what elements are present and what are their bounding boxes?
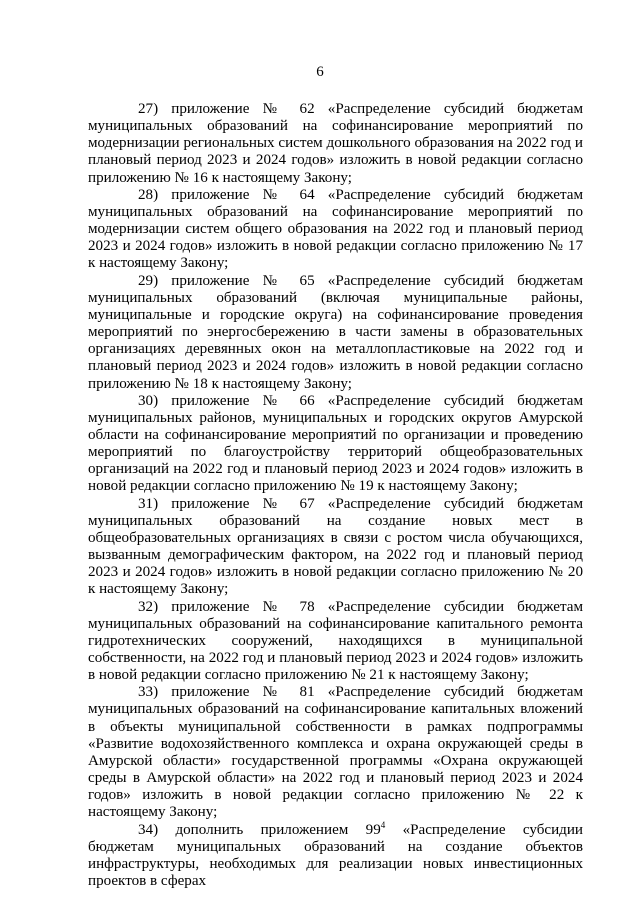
paragraph-34-rest: «Распределение субсидии бюджетам муниципальных образований на создание объектов инфраструктуры, необходимых для реализации новых инвестиционных проектов в сферах — [88, 821, 583, 890]
paragraph-item-33: 33) приложение № 81 «Распределение субсидий бюджетам муниципальных образований на софинансирование капитальных вложений в объекты муниципальной собственности в рамках подпрограммы «Развитие водохозяйственного комплекса и охрана окружающей среды в Амурской области» государственной программы «Охрана окружающей среды в Амурской области» на 2022 год и плановый период 2023 и 2024 годов» изложить в новой редакции согласно приложению № 22 к настоящему Закону; — [88, 684, 583, 821]
paragraph-item-34 — [88, 819, 583, 891]
page-number: 6 — [316, 64, 324, 80]
paragraph-item-30: 30) приложение № 66 «Распределение субсидий бюджетам муниципальных районов, муниципальных и городских округов Амурской области на софинансирование мероприятий по организации и проведению мероприятий по благоустройству территорий общеобразовательных организаций на 2022 год и плановый период 2023 и 2024 годов» изложить в новой редакции согласно приложению № 19 к настоящему Закону; — [88, 392, 583, 495]
appendix-superscript: 4 — [380, 819, 386, 830]
paragraph-item-32: 32) приложение № 78 «Распределение субсидии бюджетам муниципальных образований на софинансирование капитального ремонта гидротехнических сооружений, находящихся в муниципальной собственности, на 2022 год и плановый период 2023 и 2024 годов» изложить в новой редакции согласно приложению № 21 к настоящему Закону; — [88, 598, 583, 684]
document-body — [88, 101, 583, 890]
paragraph-item-29: 29) приложение № 65 «Распределение субсидий бюджетам муниципальных образований (включая муниципальные районы, муниципальные и городские округа) на софинансирование проведения мероприятий по энергосбережению в части замены в образовательных организациях деревянных окон на металлопластиковые на 2022 год и плановый период 2023 и 2024 годов» изложить в новой редакции согласно приложению № 18 к настоящему Закону; — [88, 272, 583, 392]
paragraph-item-28: 28) приложение № 64 «Распределение субсидий бюджетам муниципальных образований на софинансирование мероприятий по модернизации систем общего образования на 2022 год и плановый период 2023 и 2024 годов» изложить в новой редакции согласно приложению № 17 к настоящему Закону; — [88, 186, 583, 272]
paragraph-item-31: 31) приложение № 67 «Распределение субсидий бюджетам муниципальных образований на создание новых мест в общеобразовательных организациях в связи с ростом числа обучающихся, вызванным демографическим фактором, на 2022 год и плановый период 2023 и 2024 годов» изложить в новой редакции согласно приложению № 20 к настоящему Закону; — [88, 495, 583, 598]
paragraph-item-27: 27) приложение № 62 «Распределение субсидий бюджетам муниципальных образований на софинансирование мероприятий по модернизации региональных систем дошкольного образования на 2022 год и плановый период 2023 и 2024 годов» изложить в новой редакции согласно приложению № 16 к настоящему Закону; — [88, 101, 583, 186]
paragraph-34-lead: 34) дополнить приложением 99 — [138, 821, 381, 838]
